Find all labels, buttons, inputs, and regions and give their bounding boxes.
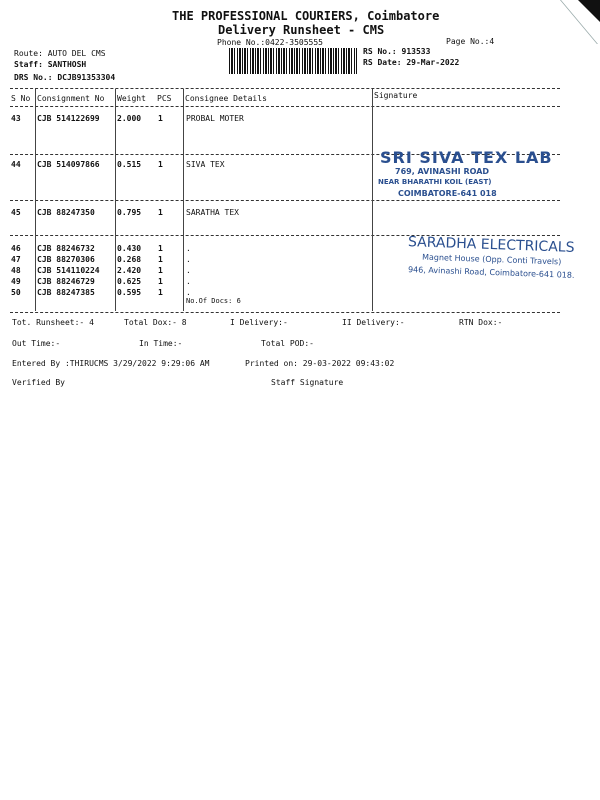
staff-signature: Staff Signature bbox=[271, 378, 344, 387]
row-consignee: SIVA TEX bbox=[186, 160, 225, 169]
row-weight: 0.515 bbox=[117, 160, 142, 169]
no-of-docs: No.Of Docs: 6 bbox=[186, 297, 241, 305]
row-weight: 0.795 bbox=[117, 208, 142, 217]
total-pod: Total POD:- bbox=[261, 339, 314, 348]
barcode bbox=[229, 48, 357, 74]
row-consignment: CJB 88246729 bbox=[37, 277, 95, 286]
staff: Staff: SANTHOSH bbox=[14, 60, 87, 69]
row-consignee: PROBAL MOTER bbox=[186, 114, 244, 123]
rs-number: RS No.: 913533 bbox=[363, 47, 431, 56]
runsheet-title: Delivery Runsheet - CMS bbox=[218, 23, 385, 37]
row-consignee: . bbox=[186, 266, 191, 275]
header-pcs: PCS bbox=[157, 94, 172, 103]
total-dox: Total Dox:- 8 bbox=[124, 318, 187, 327]
row-sno: 47 bbox=[11, 255, 21, 264]
row-pcs: 1 bbox=[158, 255, 163, 264]
row-sno: 49 bbox=[11, 277, 21, 286]
row-pcs: 1 bbox=[158, 114, 163, 123]
row-consignee: . bbox=[186, 255, 191, 264]
saradha-stamp: SARADHA ELECTRICALS bbox=[407, 234, 575, 256]
row-weight: 2.420 bbox=[117, 266, 142, 275]
row-consignment: CJB 88247385 bbox=[37, 288, 95, 297]
row-consignee: . bbox=[186, 288, 191, 297]
out-time: Out Time:- bbox=[12, 339, 61, 348]
row-consignment: CJB 88246732 bbox=[37, 244, 95, 253]
row-weight: 0.625 bbox=[117, 277, 142, 286]
header-weight: Weight bbox=[117, 94, 146, 103]
row-consignee: SARATHA TEX bbox=[186, 208, 239, 217]
header-consignee: Consignee Details bbox=[185, 94, 267, 103]
total-runsheet: Tot. Runsheet:- 4 bbox=[12, 318, 94, 327]
row-rule bbox=[10, 200, 560, 201]
rtn-dox: RTN Dox:- bbox=[459, 318, 503, 327]
row-pcs: 1 bbox=[158, 277, 163, 286]
column-divider bbox=[35, 89, 36, 311]
sri-siva-stamp-line1: 769, AVINASHI ROAD bbox=[395, 167, 490, 176]
row-consignment: CJB 88247350 bbox=[37, 208, 95, 217]
printed-on: Printed on: 29-03-2022 09:43:02 bbox=[245, 359, 395, 368]
i-delivery: I Delivery:- bbox=[230, 318, 288, 327]
row-sno: 43 bbox=[11, 114, 21, 123]
ii-delivery: II Delivery:- bbox=[342, 318, 405, 327]
table-bottom-rule bbox=[10, 312, 560, 313]
sri-siva-stamp: SRI SIVA TEX LAB bbox=[380, 148, 553, 167]
sri-siva-stamp-line3: COIMBATORE-641 018 bbox=[398, 189, 497, 198]
row-weight: 0.430 bbox=[117, 244, 142, 253]
row-sno: 45 bbox=[11, 208, 21, 217]
saradha-stamp-line2: 946, Avinashi Road, Coimbatore-641 018. bbox=[407, 265, 575, 280]
rs-date: RS Date: 29-Mar-2022 bbox=[363, 58, 460, 67]
row-consignee: . bbox=[186, 277, 191, 286]
drs-number: DRS No.: DCJB91353304 bbox=[14, 73, 116, 82]
column-divider bbox=[372, 89, 373, 311]
header-consignment: Consignment No bbox=[37, 94, 105, 103]
verified-by: Verified By bbox=[12, 378, 65, 387]
in-time: In Time:- bbox=[139, 339, 183, 348]
saradha-stamp-line1: Magnet House (Opp. Conti Travels) bbox=[421, 252, 562, 267]
row-weight: 0.268 bbox=[117, 255, 142, 264]
row-sno: 48 bbox=[11, 266, 21, 275]
route: Route: AUTO DEL CMS bbox=[14, 49, 106, 58]
column-divider bbox=[115, 89, 116, 311]
row-consignee: . bbox=[186, 244, 191, 253]
header-sno: S No bbox=[11, 94, 31, 103]
row-weight: 2.000 bbox=[117, 114, 142, 123]
row-sno: 50 bbox=[11, 288, 21, 297]
header-bottom-rule bbox=[10, 106, 560, 107]
row-pcs: 1 bbox=[158, 244, 163, 253]
row-pcs: 1 bbox=[158, 288, 163, 297]
row-consignment: CJB 514110224 bbox=[37, 266, 100, 275]
header-signature: Signature bbox=[374, 91, 418, 100]
table-top-rule bbox=[10, 88, 560, 89]
phone-number: Phone No.:0422-3505555 bbox=[217, 38, 323, 47]
row-pcs: 1 bbox=[158, 266, 163, 275]
sri-siva-stamp-line2: NEAR BHARATHI KOIL (EAST) bbox=[378, 178, 492, 186]
row-pcs: 1 bbox=[158, 208, 163, 217]
page-number: Page No.:4 bbox=[446, 37, 495, 46]
column-divider bbox=[183, 89, 184, 311]
row-consignment: CJB 514097866 bbox=[37, 160, 100, 169]
page-fold-line bbox=[560, 0, 600, 44]
row-weight: 0.595 bbox=[117, 288, 142, 297]
row-sno: 46 bbox=[11, 244, 21, 253]
entered-by: Entered By :THIRUCMS 3/29/2022 9:29:06 AM bbox=[12, 359, 210, 368]
row-consignment: CJB 514122699 bbox=[37, 114, 100, 123]
company-title: THE PROFESSIONAL COURIERS, Coimbatore bbox=[172, 9, 440, 23]
row-sno: 44 bbox=[11, 160, 21, 169]
row-consignment: CJB 88270306 bbox=[37, 255, 95, 264]
row-pcs: 1 bbox=[158, 160, 163, 169]
